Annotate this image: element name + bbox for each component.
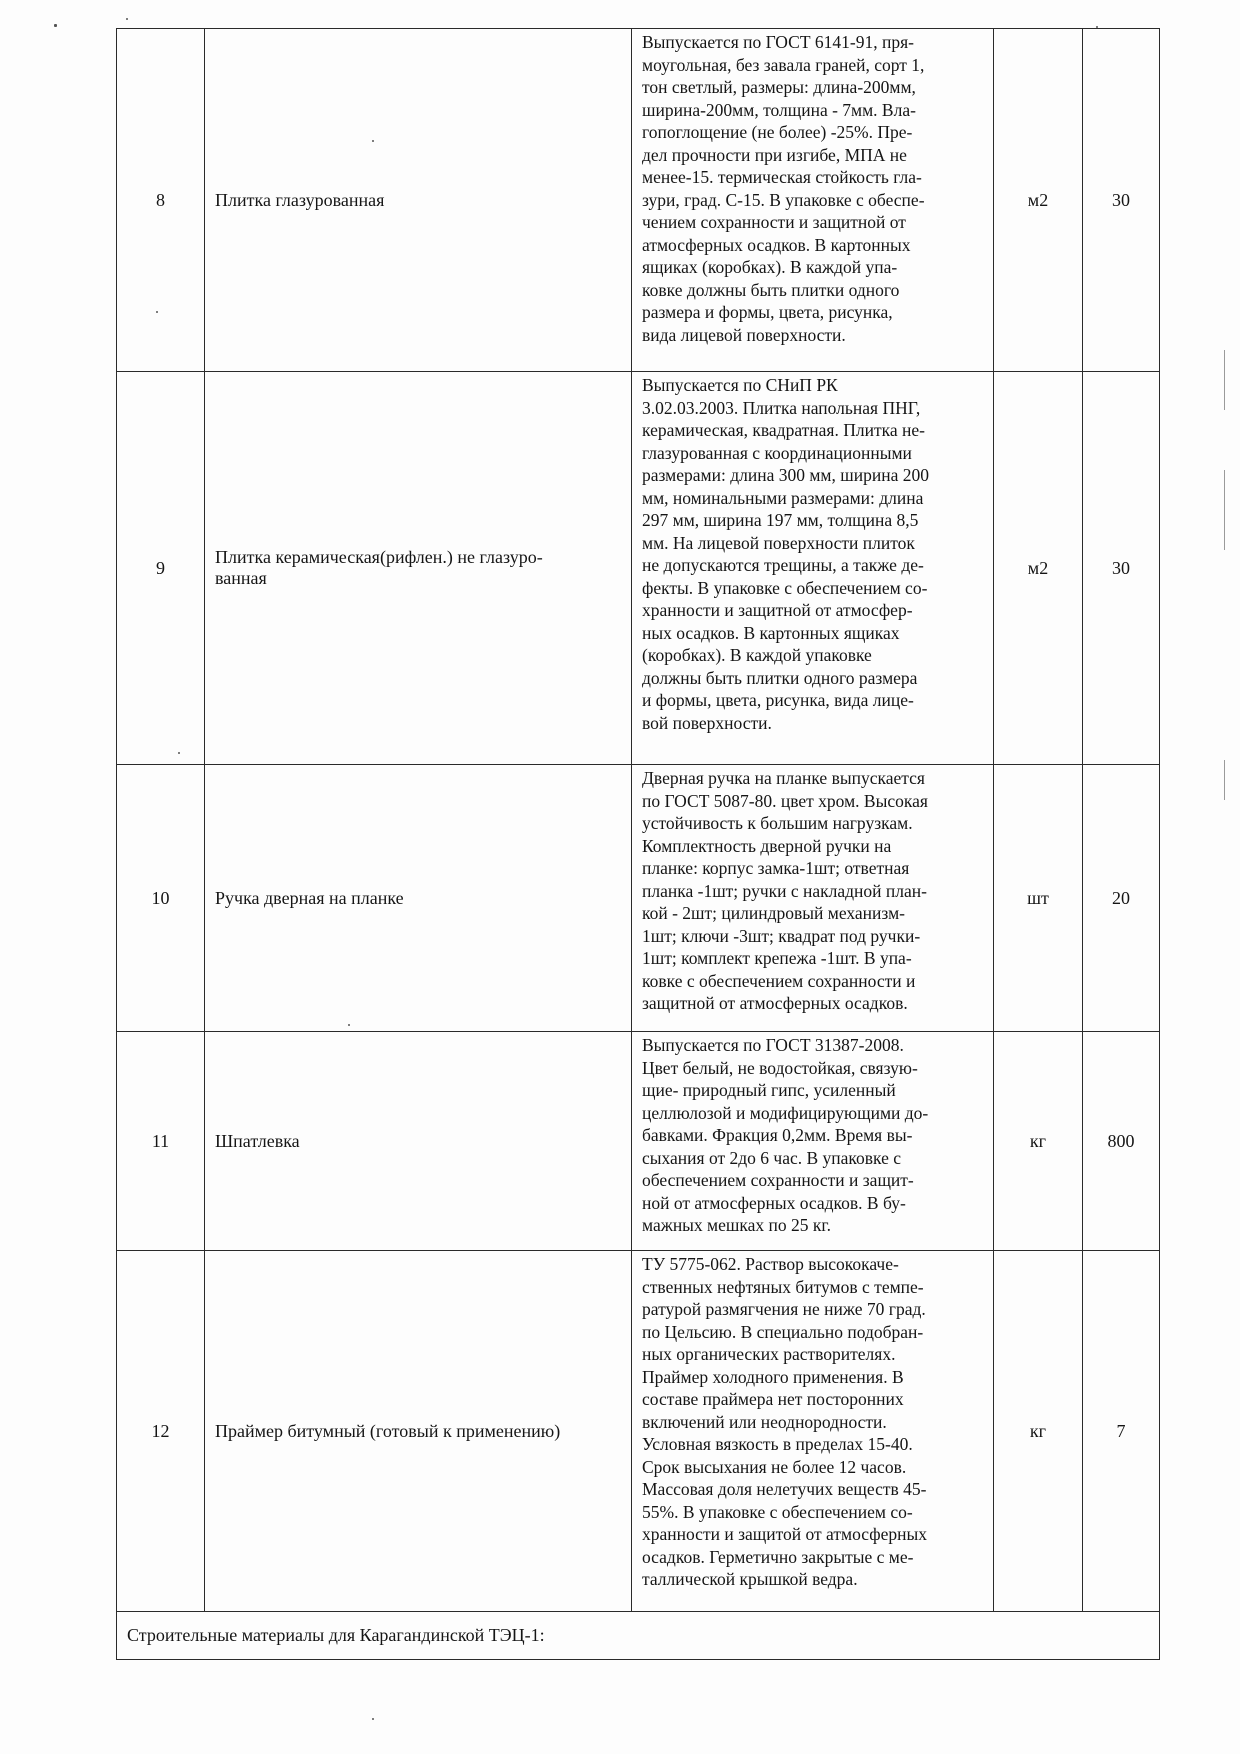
description-line: составе праймера нет посторонних <box>642 1389 904 1409</box>
unit-cell: кг <box>994 1032 1083 1251</box>
description-line: глазурованная с координационными <box>642 442 912 463</box>
description-line: размерами: длина 300 мм, ширина 200 <box>642 465 929 485</box>
item-name-line: Плитка керамическая(рифлен.) не глазуро- <box>215 547 543 567</box>
row-number-cell: 10 <box>117 765 205 1032</box>
item-description-cell <box>632 372 994 765</box>
item-name-line: Ручка дверная на планке <box>215 887 404 908</box>
quantity-cell: 30 <box>1083 29 1160 372</box>
description-line: кой - 2шт; цилиндровый механизм- <box>642 903 905 923</box>
description-line: фекты. В упаковке с обеспечением со- <box>642 577 928 598</box>
description-line: ковке должны быть плитки одного <box>642 279 900 300</box>
description-line: по ГОСТ 5087-80. цвет хром. Высокая <box>642 790 928 811</box>
description-line: атмосферных осадков. В картонных <box>642 234 911 255</box>
description-line: осадков. Герметично закрытые с ме- <box>642 1546 914 1567</box>
description-line: планке: корпус замка-1шт; ответная <box>642 858 910 878</box>
description-line: 3.02.03.2003. Плитка напольная ПНГ, <box>642 397 921 418</box>
description-line: планка -1шт; ручки с накладной план- <box>642 880 927 901</box>
row-number-cell: 9 <box>117 372 205 765</box>
item-name-line: Праймер битумный (готовый к применению) <box>215 1420 561 1441</box>
description-line: гопоглощение (не более) -25%. Пре- <box>642 122 913 142</box>
item-name-cell <box>205 1032 632 1251</box>
scan-speck <box>54 24 57 27</box>
quantity-cell: 7 <box>1083 1251 1160 1612</box>
scan-speck <box>372 140 374 142</box>
item-name-line: Шпатлевка <box>215 1130 300 1151</box>
description-line: ных осадков. В картонных ящиках <box>642 622 900 643</box>
description-line: бавками. Фракция 0,2мм. Время вы- <box>642 1125 913 1145</box>
description-line: включений или неоднородности. <box>642 1411 887 1432</box>
table-row <box>117 1032 1160 1251</box>
description-line: ных органических растворителях. <box>642 1344 896 1364</box>
description-line: зури, град. С-15. В упаковке с обеспе- <box>642 189 925 210</box>
description-line: Праймер холодного применения. В <box>642 1366 904 1387</box>
item-name-line: ванная <box>215 568 267 588</box>
item-name-cell <box>205 1251 632 1612</box>
description-line: ственных нефтяных битумов с темпе- <box>642 1276 924 1297</box>
description-line: Выпускается по СНиП РК <box>642 375 838 395</box>
description-line: дел прочности при изгибе, МПА не <box>642 144 907 165</box>
description-line: (коробках). В каждой упаковке <box>642 645 872 665</box>
quantity-cell: 800 <box>1083 1032 1160 1251</box>
description-line: менее-15. термическая стойкость гла- <box>642 167 922 187</box>
description-line: 55%. В упаковке с обеспечением со- <box>642 1501 913 1522</box>
description-line: Комплектность дверной ручки на <box>642 835 892 856</box>
description-line: хранности и защитной от атмосфер- <box>642 600 913 620</box>
description-line: хранности и защитой от атмосферных <box>642 1524 927 1544</box>
unit-cell: шт <box>994 765 1083 1032</box>
table-row <box>117 372 1160 765</box>
section-heading: Строительные материалы для Карагандинской ТЭЦ-1: <box>117 1612 1160 1660</box>
description-line: моугольная, без завала граней, сорт 1, <box>642 54 925 75</box>
scan-edge-mark <box>1224 470 1225 550</box>
row-number-cell: 8 <box>117 29 205 372</box>
description-line: ковке с обеспечением сохранности и <box>642 970 916 991</box>
description-line: 1шт; ключи -3шт; квадрат под ручки- <box>642 925 921 946</box>
unit-cell: м2 <box>994 372 1083 765</box>
table-row <box>117 29 1160 372</box>
table-row <box>117 1251 1160 1612</box>
scan-speck <box>126 18 128 20</box>
description-line: размера и формы, цвета, рисунка, <box>642 302 893 322</box>
item-name-cell <box>205 29 632 372</box>
description-line: ящиках (коробках). В каждой упа- <box>642 257 898 277</box>
description-line: Выпускается по ГОСТ 31387-2008. <box>642 1035 904 1055</box>
item-description-cell <box>632 765 994 1032</box>
description-line: ной от атмосферных осадков. В бу- <box>642 1192 906 1213</box>
description-line: обеспечением сохранности и защит- <box>642 1170 914 1190</box>
scan-speck <box>372 1718 374 1720</box>
table-row <box>117 765 1160 1032</box>
quantity-cell: 30 <box>1083 372 1160 765</box>
row-number-cell: 12 <box>117 1251 205 1612</box>
description-line: тон светлый, размеры: длина-200мм, <box>642 77 916 97</box>
row-number-cell: 11 <box>117 1032 205 1251</box>
description-line: и формы, цвета, рисунка, вида лице- <box>642 690 914 710</box>
scan-speck <box>1096 26 1098 28</box>
scan-edge-mark <box>1224 760 1225 800</box>
scan-edge-mark <box>1224 350 1225 410</box>
description-line: Выпускается по ГОСТ 6141-91, пря- <box>642 32 914 52</box>
description-line: 297 мм, ширина 197 мм, толщина 8,5 <box>642 510 919 530</box>
item-name-cell <box>205 765 632 1032</box>
materials-spec-table <box>116 28 1160 1660</box>
item-description-cell <box>632 29 994 372</box>
item-name-line: Плитка глазурованная <box>215 189 385 210</box>
description-line: керамическая, квадратная. Плитка не- <box>642 420 925 440</box>
item-name-cell <box>205 372 632 765</box>
description-line: чением сохранности и защитной от <box>642 212 906 232</box>
description-line: таллической крышкой ведра. <box>642 1569 858 1589</box>
description-line: не допускаются трещины, а также де- <box>642 555 924 575</box>
description-line: устойчивость к большим нагрузкам. <box>642 813 913 833</box>
description-line: мм, номинальными размерами: длина <box>642 487 924 508</box>
scan-speck <box>178 752 180 754</box>
description-line: мажных мешках по 25 кг. <box>642 1215 831 1235</box>
description-line: щие- природный гипс, усиленный <box>642 1080 896 1100</box>
scan-speck <box>348 1024 350 1026</box>
description-line: по Цельсию. В специально подобран- <box>642 1321 924 1342</box>
description-line: ширина-200мм, толщина - 7мм. Вла- <box>642 99 916 120</box>
description-line: Срок высыхания не более 12 часов. <box>642 1456 907 1477</box>
description-line: должны быть плитки одного размера <box>642 667 918 688</box>
description-line: вида лицевой поверхности. <box>642 324 846 345</box>
item-description-cell <box>632 1251 994 1612</box>
description-line: Массовая доля нелетучих веществ 45- <box>642 1479 927 1499</box>
unit-cell: м2 <box>994 29 1083 372</box>
description-line: Условная вязкость в пределах 15-40. <box>642 1434 913 1454</box>
description-line: мм. На лицевой поверхности плиток <box>642 532 915 553</box>
item-description-cell <box>632 1032 994 1251</box>
description-line: вой поверхности. <box>642 712 772 733</box>
scan-speck <box>156 311 158 313</box>
description-line: защитной от атмосферных осадков. <box>642 993 908 1013</box>
description-line: ратурой размягчения не ниже 70 град. <box>642 1299 926 1319</box>
description-line: целлюлозой и модифицирующими до- <box>642 1102 929 1123</box>
section-heading-row <box>117 1612 1160 1660</box>
description-line: ТУ 5775-062. Раствор высококаче- <box>642 1254 899 1274</box>
description-line: Дверная ручка на планке выпускается <box>642 768 925 788</box>
quantity-cell: 20 <box>1083 765 1160 1032</box>
description-line: 1шт; комплект крепежа -1шт. В упа- <box>642 948 912 968</box>
description-line: Цвет белый, не водостойкая, связую- <box>642 1057 918 1078</box>
unit-cell: кг <box>994 1251 1083 1612</box>
description-line: сыхания от 2до 6 час. В упаковке с <box>642 1147 902 1168</box>
